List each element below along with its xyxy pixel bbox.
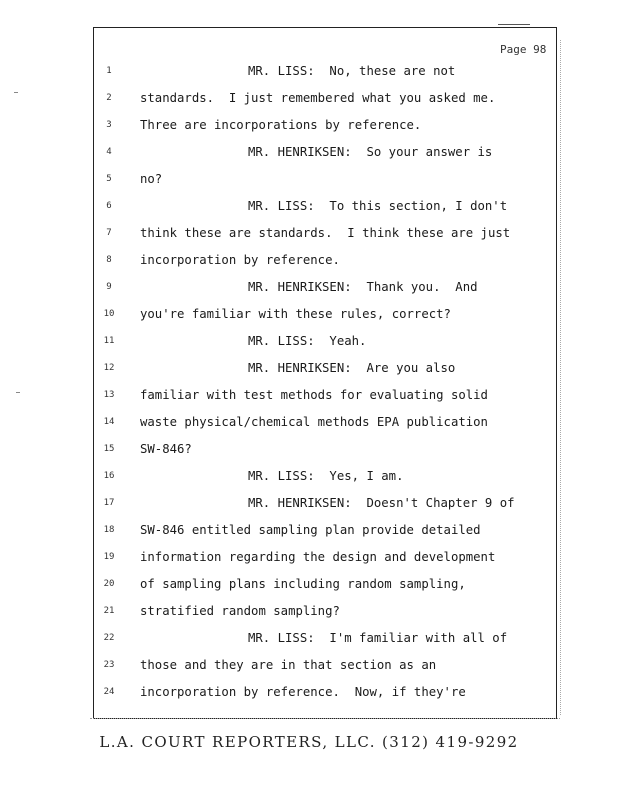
line-text: stratified random sampling? xyxy=(140,604,340,618)
line-text: SW-846 entitled sampling plan provide detailed xyxy=(140,523,481,537)
transcript-line xyxy=(0,199,618,219)
line-number: 2 xyxy=(106,93,112,103)
line-text: those and they are in that section as an xyxy=(140,658,437,672)
transcript-line xyxy=(0,496,618,516)
line-number: 4 xyxy=(106,147,112,157)
line-text: MR. LISS: No, these are not xyxy=(248,64,456,78)
line-text: MR. LISS: I'm familiar with all of xyxy=(248,631,508,645)
transcript-line xyxy=(0,118,618,138)
line-text: familiar with test methods for evaluating solid xyxy=(140,388,488,402)
transcript-line xyxy=(0,388,618,408)
frame-bottom-edge xyxy=(90,718,560,720)
page-number: Page 98 xyxy=(500,43,547,56)
line-number: 1 xyxy=(106,66,112,76)
line-number: 12 xyxy=(103,363,115,373)
line-number: 14 xyxy=(103,417,115,427)
line-text: MR. HENRIKSEN: Thank you. And xyxy=(248,280,478,294)
line-text: MR. LISS: Yes, I am. xyxy=(248,469,404,483)
transcript-line xyxy=(0,604,618,624)
line-number: 7 xyxy=(106,228,112,238)
transcript-line xyxy=(0,145,618,165)
line-text: MR. LISS: To this section, I don't xyxy=(248,199,508,213)
line-number: 3 xyxy=(106,120,112,130)
line-text: MR. LISS: Yeah. xyxy=(248,334,367,348)
line-text: incorporation by reference. Now, if they're xyxy=(140,685,466,699)
line-number: 11 xyxy=(103,336,115,346)
line-number: 16 xyxy=(103,471,115,481)
transcript-line xyxy=(0,64,618,84)
line-text: MR. HENRIKSEN: So your answer is xyxy=(248,145,493,159)
line-number: 9 xyxy=(106,282,112,292)
line-number: 24 xyxy=(103,687,115,697)
transcript-line xyxy=(0,226,618,246)
transcript-line xyxy=(0,280,618,300)
line-number: 8 xyxy=(106,255,112,265)
transcript-line xyxy=(0,253,618,273)
transcript-line xyxy=(0,442,618,462)
transcript-line xyxy=(0,334,618,354)
transcript-line xyxy=(0,658,618,678)
frame-top-mark xyxy=(498,24,530,25)
line-number: 15 xyxy=(103,444,115,454)
line-text: you're familiar with these rules, correct? xyxy=(140,307,451,321)
line-number: 20 xyxy=(103,579,115,589)
line-text: of sampling plans including random sampling, xyxy=(140,577,466,591)
transcript-line xyxy=(0,685,618,705)
line-text: standards. I just remembered what you asked me. xyxy=(140,91,496,105)
line-text: Three are incorporations by reference. xyxy=(140,118,422,132)
transcript-line xyxy=(0,469,618,489)
line-number: 6 xyxy=(106,201,112,211)
line-text: waste physical/chemical methods EPA publication xyxy=(140,415,488,429)
line-number: 5 xyxy=(106,174,112,184)
line-text: no? xyxy=(140,172,163,186)
line-text: MR. HENRIKSEN: Doesn't Chapter 9 of xyxy=(248,496,515,510)
line-number: 22 xyxy=(103,633,115,643)
line-text: incorporation by reference. xyxy=(140,253,340,267)
transcript-line xyxy=(0,172,618,192)
transcript-line xyxy=(0,577,618,597)
court-reporter-footer: L.A. COURT REPORTERS, LLC. (312) 419-9292 xyxy=(99,733,519,751)
transcript-line xyxy=(0,550,618,570)
line-text: SW-846? xyxy=(140,442,192,456)
transcript-line xyxy=(0,91,618,111)
line-number: 21 xyxy=(103,606,115,616)
line-number: 18 xyxy=(103,525,115,535)
line-number: 10 xyxy=(103,309,115,319)
line-number: 17 xyxy=(103,498,115,508)
line-text: MR. HENRIKSEN: Are you also xyxy=(248,361,456,375)
line-number: 13 xyxy=(103,390,115,400)
line-number: 23 xyxy=(103,660,115,670)
line-number: 19 xyxy=(103,552,115,562)
transcript-line xyxy=(0,307,618,327)
transcript-line xyxy=(0,631,618,651)
transcript-line xyxy=(0,523,618,543)
line-text: information regarding the design and development xyxy=(140,550,496,564)
transcript-line xyxy=(0,415,618,435)
transcript-line xyxy=(0,361,618,381)
line-text: think these are standards. I think these are just xyxy=(140,226,511,240)
